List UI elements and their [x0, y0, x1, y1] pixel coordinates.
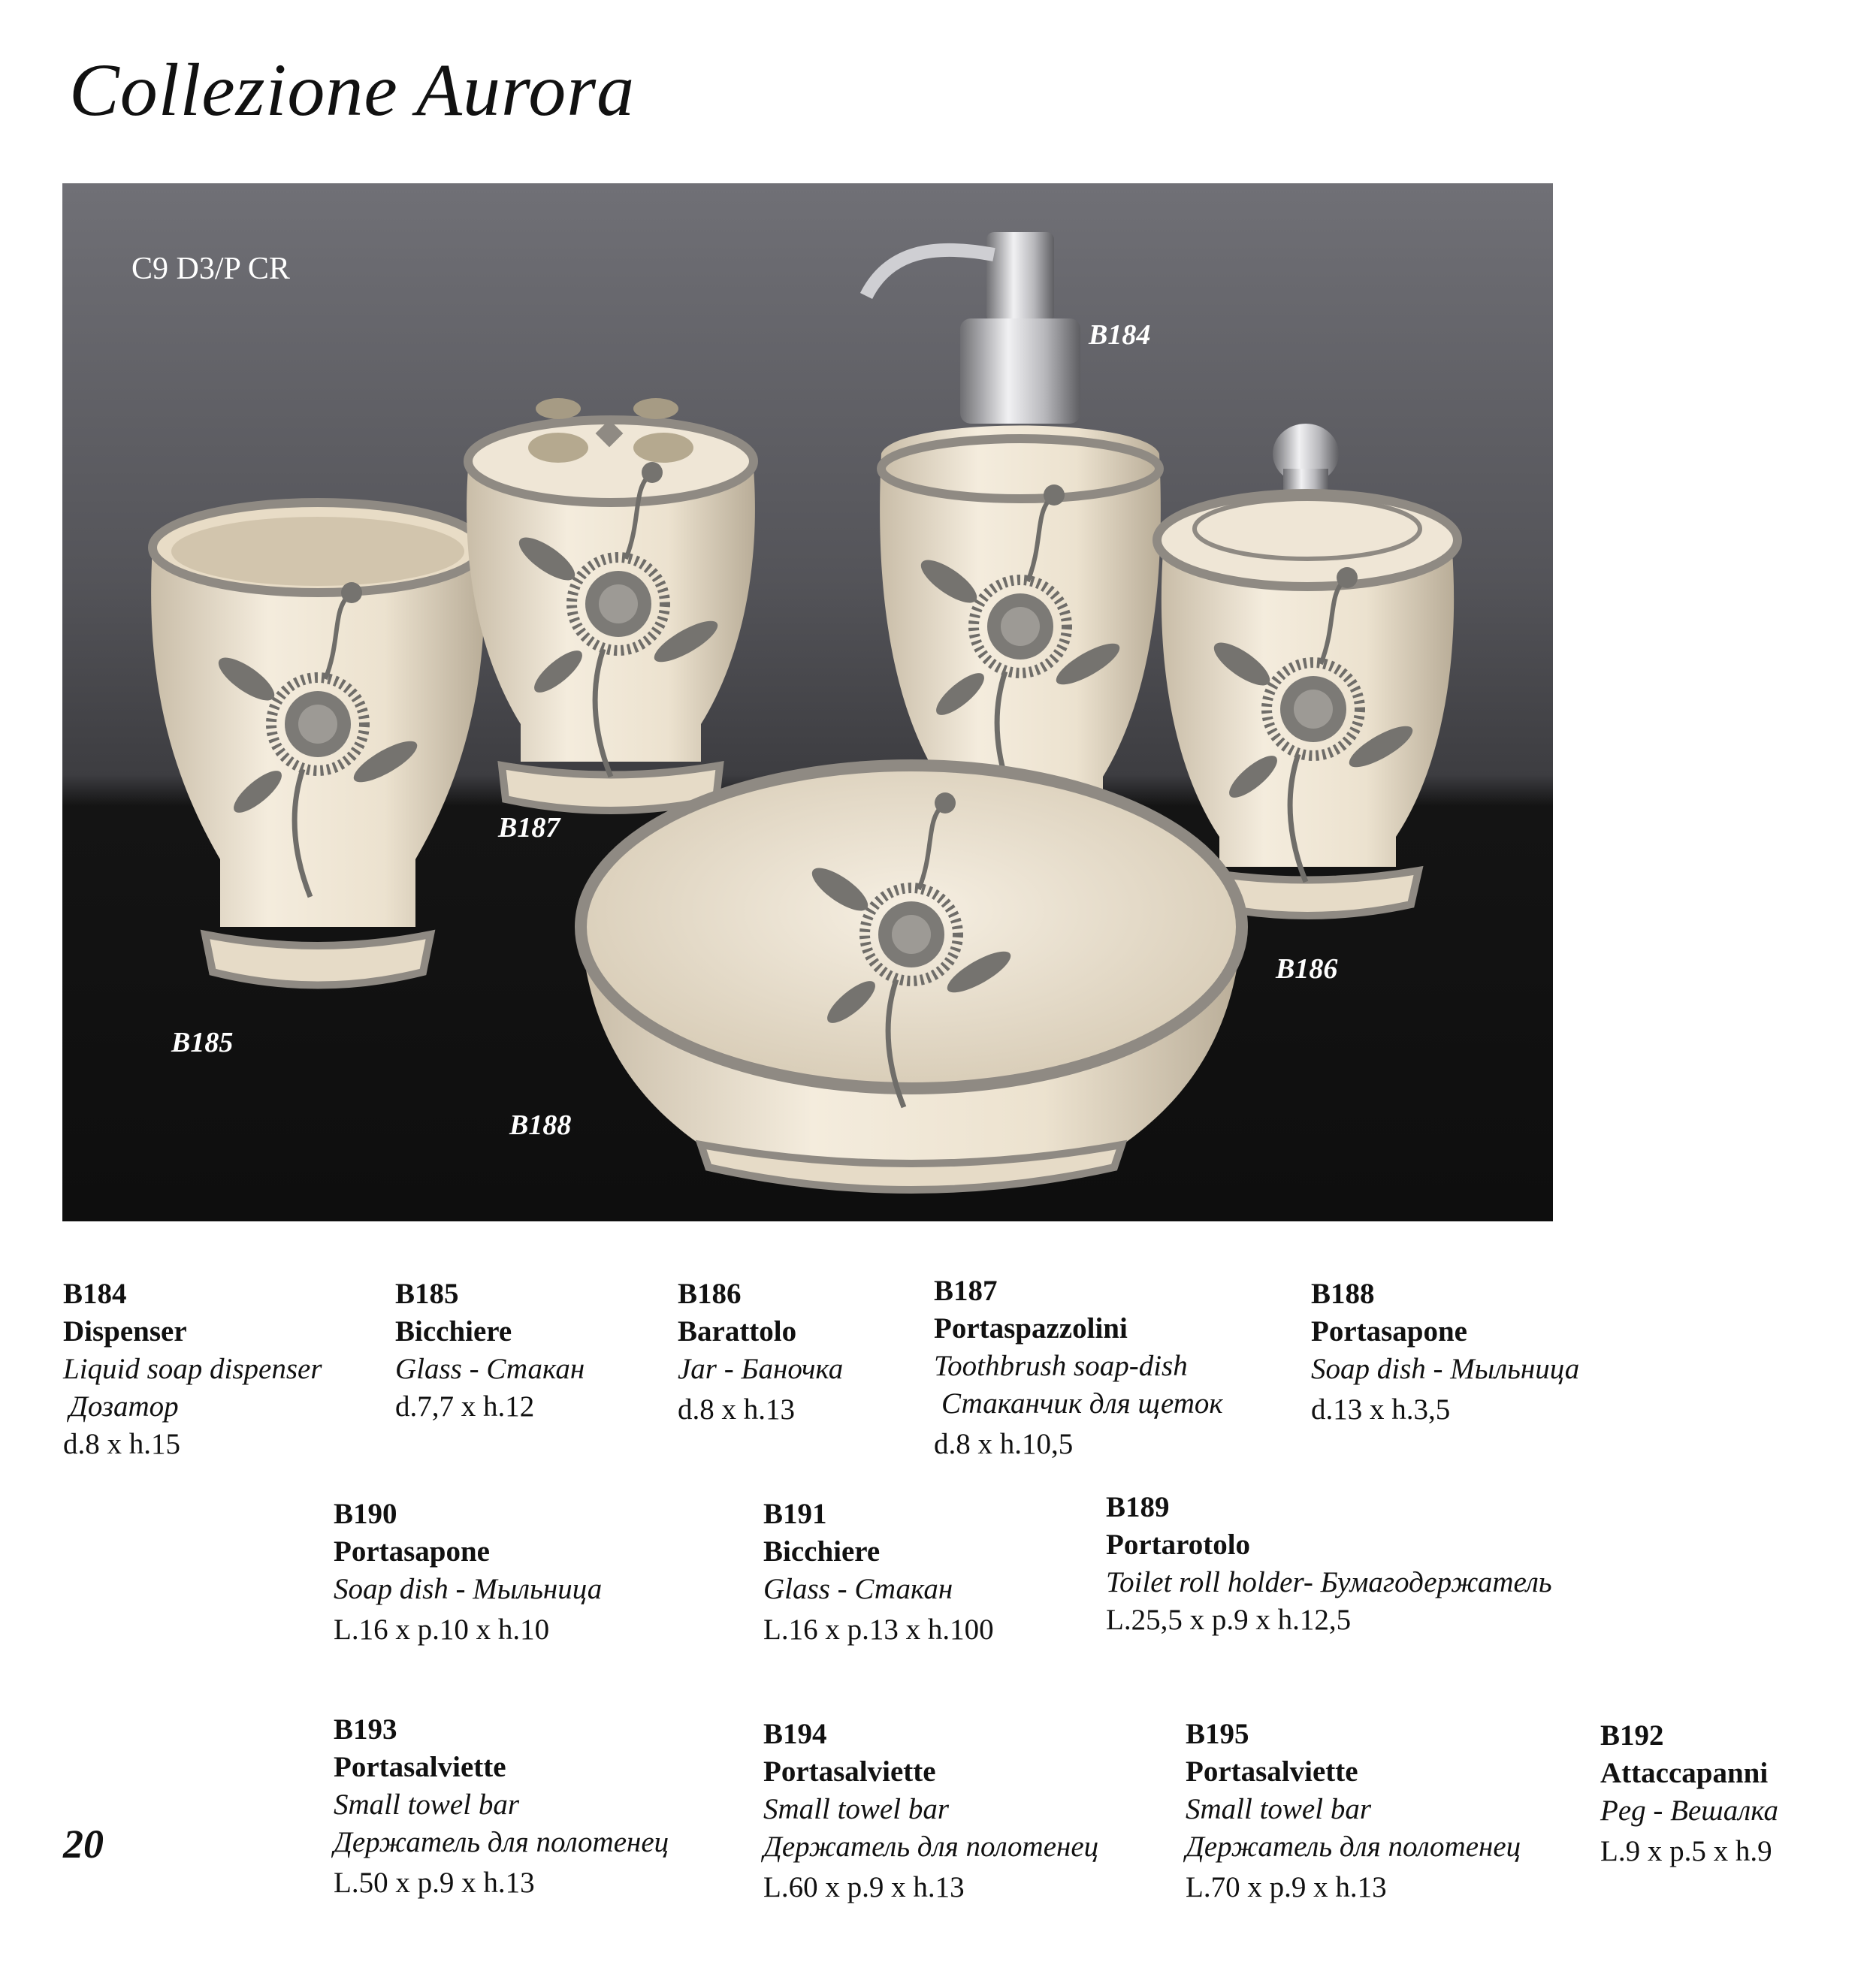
product-b191 — [763, 1496, 994, 1649]
photo-label-b184: B184 — [1089, 319, 1151, 351]
product-name: Portaspazzolini — [934, 1312, 1128, 1345]
product-b184 — [63, 1275, 322, 1463]
product-dimensions: L.60 x p.9 x h.13 — [763, 1871, 965, 1903]
product-name: Attaccapanni — [1600, 1757, 1769, 1789]
product-code: B194 — [763, 1718, 827, 1750]
bathroom-set-illustration — [62, 183, 1553, 1221]
product-description: Toilet roll holder- Бумагодержатель — [1106, 1566, 1552, 1598]
product-code: B189 — [1106, 1491, 1170, 1523]
product-name: Portasalviette — [1186, 1755, 1358, 1788]
product-b194 — [763, 1716, 1098, 1906]
product-description: Soap dish - Мыльница — [1311, 1353, 1580, 1385]
product-name: Barattolo — [678, 1315, 797, 1348]
glass-b185 — [151, 503, 485, 986]
product-b192 — [1600, 1717, 1778, 1870]
product-code: B187 — [934, 1275, 998, 1307]
product-description-ru: Дозатор — [69, 1390, 179, 1423]
product-b193 — [334, 1711, 669, 1902]
product-dimensions: L.25,5 x p.9 x h.12,5 — [1106, 1604, 1352, 1636]
product-name: Bicchiere — [763, 1535, 881, 1568]
product-name: Portasapone — [334, 1535, 490, 1568]
photo-label-b185: B185 — [171, 1027, 234, 1058]
page-title: Collezione Aurora — [69, 48, 636, 131]
product-code: B184 — [63, 1278, 127, 1310]
product-dimensions: d.8 x h.15 — [63, 1428, 180, 1460]
product-description-ru: Держатель для полотенец — [334, 1826, 669, 1858]
product-b186 — [678, 1275, 843, 1429]
product-description: Glass - Стакан — [395, 1353, 585, 1385]
product-code: B191 — [763, 1498, 827, 1530]
product-description: Small towel bar — [334, 1788, 520, 1821]
product-dimensions: d.8 x h.10,5 — [934, 1428, 1074, 1460]
toothbrush-holder-b187 — [467, 398, 755, 810]
product-name: Dispenser — [63, 1315, 187, 1348]
product-code: B190 — [334, 1498, 397, 1530]
photo-label-b186: B186 — [1276, 953, 1338, 985]
product-code: B188 — [1311, 1278, 1375, 1310]
product-b188 — [1311, 1275, 1579, 1429]
product-name: Portasapone — [1311, 1315, 1467, 1348]
soap-dish-b188 — [581, 765, 1242, 1190]
product-b190 — [334, 1496, 602, 1649]
product-description: Toothbrush soap-dish — [934, 1350, 1188, 1382]
product-description: Peg - Вешалка — [1600, 1794, 1778, 1827]
photo-label-b187: B187 — [498, 812, 560, 844]
set-code: C9 D3/P CR — [131, 252, 290, 286]
product-description: Small towel bar — [763, 1793, 950, 1825]
page-number: 20 — [63, 1822, 104, 1867]
product-dimensions: L.70 x p.9 x h.13 — [1186, 1871, 1387, 1903]
product-description-ru: Стаканчик для щеток — [941, 1387, 1223, 1420]
product-description: Soap dish - Мыльница — [334, 1573, 603, 1605]
product-dimensions: d.8 x h.13 — [678, 1393, 795, 1426]
product-description: Glass - Стакан — [763, 1573, 953, 1605]
product-dimensions: L.16 x p.13 x h.100 — [763, 1613, 994, 1646]
product-b187 — [934, 1272, 1223, 1463]
product-dimensions: d.13 x h.3,5 — [1311, 1393, 1451, 1426]
product-photo — [62, 183, 1553, 1221]
product-code: B192 — [1600, 1719, 1664, 1752]
product-b185 — [395, 1275, 585, 1426]
product-dimensions: L.9 x p.5 x h.9 — [1600, 1835, 1772, 1867]
product-dimensions: d.7,7 x h.12 — [395, 1390, 535, 1423]
product-description: Small towel bar — [1186, 1793, 1372, 1825]
product-description-ru: Держатель для полотенец — [763, 1831, 1099, 1863]
product-description-ru: Держатель для полотенец — [1186, 1831, 1521, 1863]
product-code: B185 — [395, 1278, 459, 1310]
photo-label-b188: B188 — [509, 1109, 572, 1141]
jar-b186 — [1157, 424, 1458, 916]
product-b195 — [1186, 1716, 1521, 1906]
product-code: B193 — [334, 1713, 397, 1746]
product-dimensions: L.50 x p.9 x h.13 — [334, 1867, 535, 1899]
product-name: Portarotolo — [1106, 1529, 1251, 1561]
product-name: Portasalviette — [763, 1755, 936, 1788]
product-description: Liquid soap dispenser — [63, 1353, 322, 1385]
product-name: Portasalviette — [334, 1751, 506, 1783]
product-description: Jar - Баночка — [678, 1353, 844, 1385]
product-name: Bicchiere — [395, 1315, 512, 1348]
product-dimensions: L.16 x p.10 x h.10 — [334, 1613, 550, 1646]
product-code: B195 — [1186, 1718, 1249, 1750]
product-code: B186 — [678, 1278, 742, 1310]
product-b189 — [1106, 1489, 1552, 1639]
